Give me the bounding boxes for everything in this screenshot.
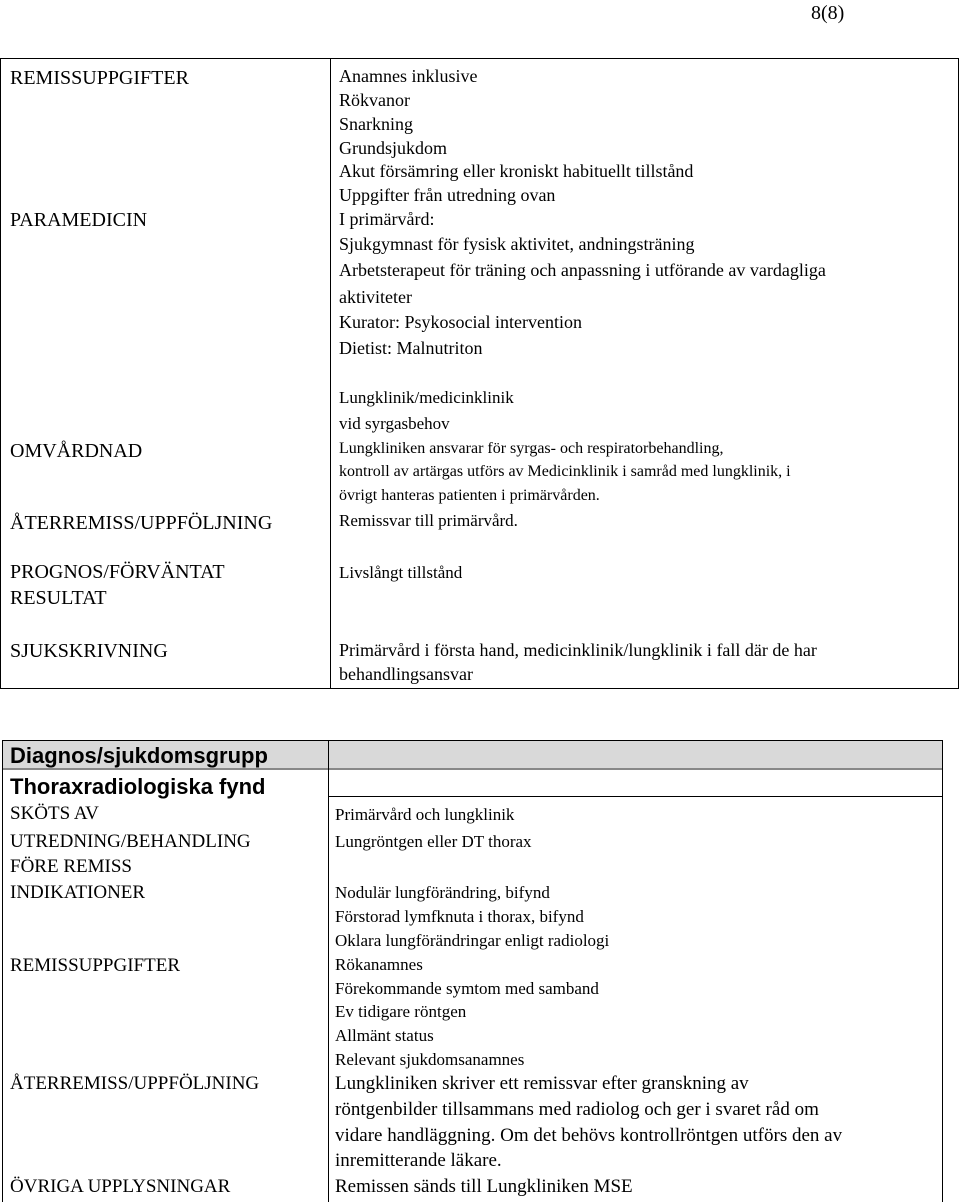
table-border	[0, 58, 959, 689]
row-value-line: Lungröntgen eller DT thorax	[335, 832, 532, 851]
row-value-line: inremitterande läkare.	[335, 1150, 502, 1171]
row-value-line: övrigt hanteras patienten i primärvården.	[339, 487, 600, 504]
row-value-line: Förekommande symtom med samband	[335, 979, 599, 998]
row-label-sjukskrivning: SJUKSKRIVNING	[10, 640, 168, 662]
row-label-utredning-2: FÖRE REMISS	[10, 856, 132, 877]
row-value-line: Remissvar till primärvård.	[339, 511, 518, 530]
row-label-skots-av: SKÖTS AV	[10, 803, 99, 824]
row-value-line: Lungkliniken skriver ett remissvar efter granskning av	[335, 1073, 749, 1094]
info-table-top	[0, 58, 959, 689]
row-label-ovriga: ÖVRIGA UPPLYSNINGAR	[10, 1176, 231, 1197]
row-value-line: Rökvanor	[339, 90, 410, 110]
column-divider	[328, 740, 329, 1202]
row-value-line: behandlingsansvar	[339, 664, 473, 684]
row-value-line: Nodulär lungförändring, bifynd	[335, 883, 550, 902]
row-value-line: röntgenbilder tillsammans med radiolog och ger i svaret råd om	[335, 1099, 819, 1120]
row-value-line: Ev tidigare röntgen	[335, 1002, 467, 1021]
row-value-line: Lungkliniken ansvarar för syrgas- och respiratorbehandling,	[339, 440, 724, 457]
row-value-line: I primärvård:	[339, 209, 435, 229]
row-value-line: Oklara lungförändringar enligt radiologi	[335, 931, 610, 950]
row-label-prognos-2: RESULTAT	[10, 587, 107, 609]
row-value-line: Arbetsterapeut för träning och anpassning i utförande av vardagliga	[339, 260, 826, 280]
row-value-line: Primärvård och lungklinik	[335, 805, 515, 824]
table-header: Diagnos/sjukdomsgrupp	[10, 743, 268, 768]
row-value-line: Grundsjukdom	[339, 138, 447, 158]
column-divider	[330, 58, 331, 689]
row-value-line: Relevant sjukdomsanamnes	[335, 1050, 525, 1069]
row-label-utredning: UTREDNING/BEHANDLING	[10, 831, 251, 852]
row-label-remissuppgifter: REMISSUPPGIFTER	[10, 67, 189, 89]
row-value-line: Snarkning	[339, 114, 413, 134]
row-value-line: Förstorad lymfknuta i thorax, bifynd	[335, 907, 584, 926]
row-divider	[328, 796, 942, 797]
row-label-aterremiss: ÅTERREMISS/UPPFÖLJNING	[10, 1073, 260, 1094]
row-value-line: Livslångt tillstånd	[339, 563, 463, 582]
row-value-line: Lungklinik/medicinklinik	[339, 388, 514, 407]
row-value-line: Primärvård i första hand, medicinklinik/lungklinik i fall där de har	[339, 640, 817, 660]
row-value-line: Allmänt status	[335, 1026, 434, 1045]
row-value-line: Uppgifter från utredning ovan	[339, 185, 556, 205]
row-value-line: Rökanamnes	[335, 955, 423, 974]
row-value-line: Remissen sänds till Lungkliniken MSE	[335, 1176, 633, 1197]
table-subheader: Thoraxradiologiska fynd	[10, 774, 266, 799]
row-label-omvardnad: OMVÅRDNAD	[10, 440, 143, 462]
row-value-line: Kurator: Psykosocial intervention	[339, 312, 582, 332]
info-table-bottom	[2, 740, 945, 1202]
row-label-remissuppgifter: REMISSUPPGIFTER	[10, 955, 180, 976]
row-value-line: kontroll av artärgas utförs av Medicinklinik i samråd med lungklinik, i	[339, 463, 791, 480]
row-label-prognos: PROGNOS/FÖRVÄNTAT	[10, 561, 225, 583]
page-number: 8(8)	[811, 2, 845, 24]
row-value-line: vidare handläggning. Om det behövs kontrollröntgen utförs den av	[335, 1125, 843, 1146]
row-label-indikationer: INDIKATIONER	[10, 882, 146, 903]
row-label-paramedicin: PARAMEDICIN	[10, 209, 148, 231]
row-label-aterremiss: ÅTERREMISS/UPPFÖLJNING	[10, 512, 273, 534]
row-value-line: Sjukgymnast för fysisk aktivitet, andningsträning	[339, 234, 695, 254]
row-value-line: Akut försämring eller kroniskt habituellt tillstånd	[339, 161, 694, 181]
row-value-line: vid syrgasbehov	[339, 414, 450, 433]
row-value-line: Anamnes inklusive	[339, 66, 478, 86]
row-value-line: aktiviteter	[339, 287, 412, 307]
row-value-line: Dietist: Malnutriton	[339, 338, 483, 358]
